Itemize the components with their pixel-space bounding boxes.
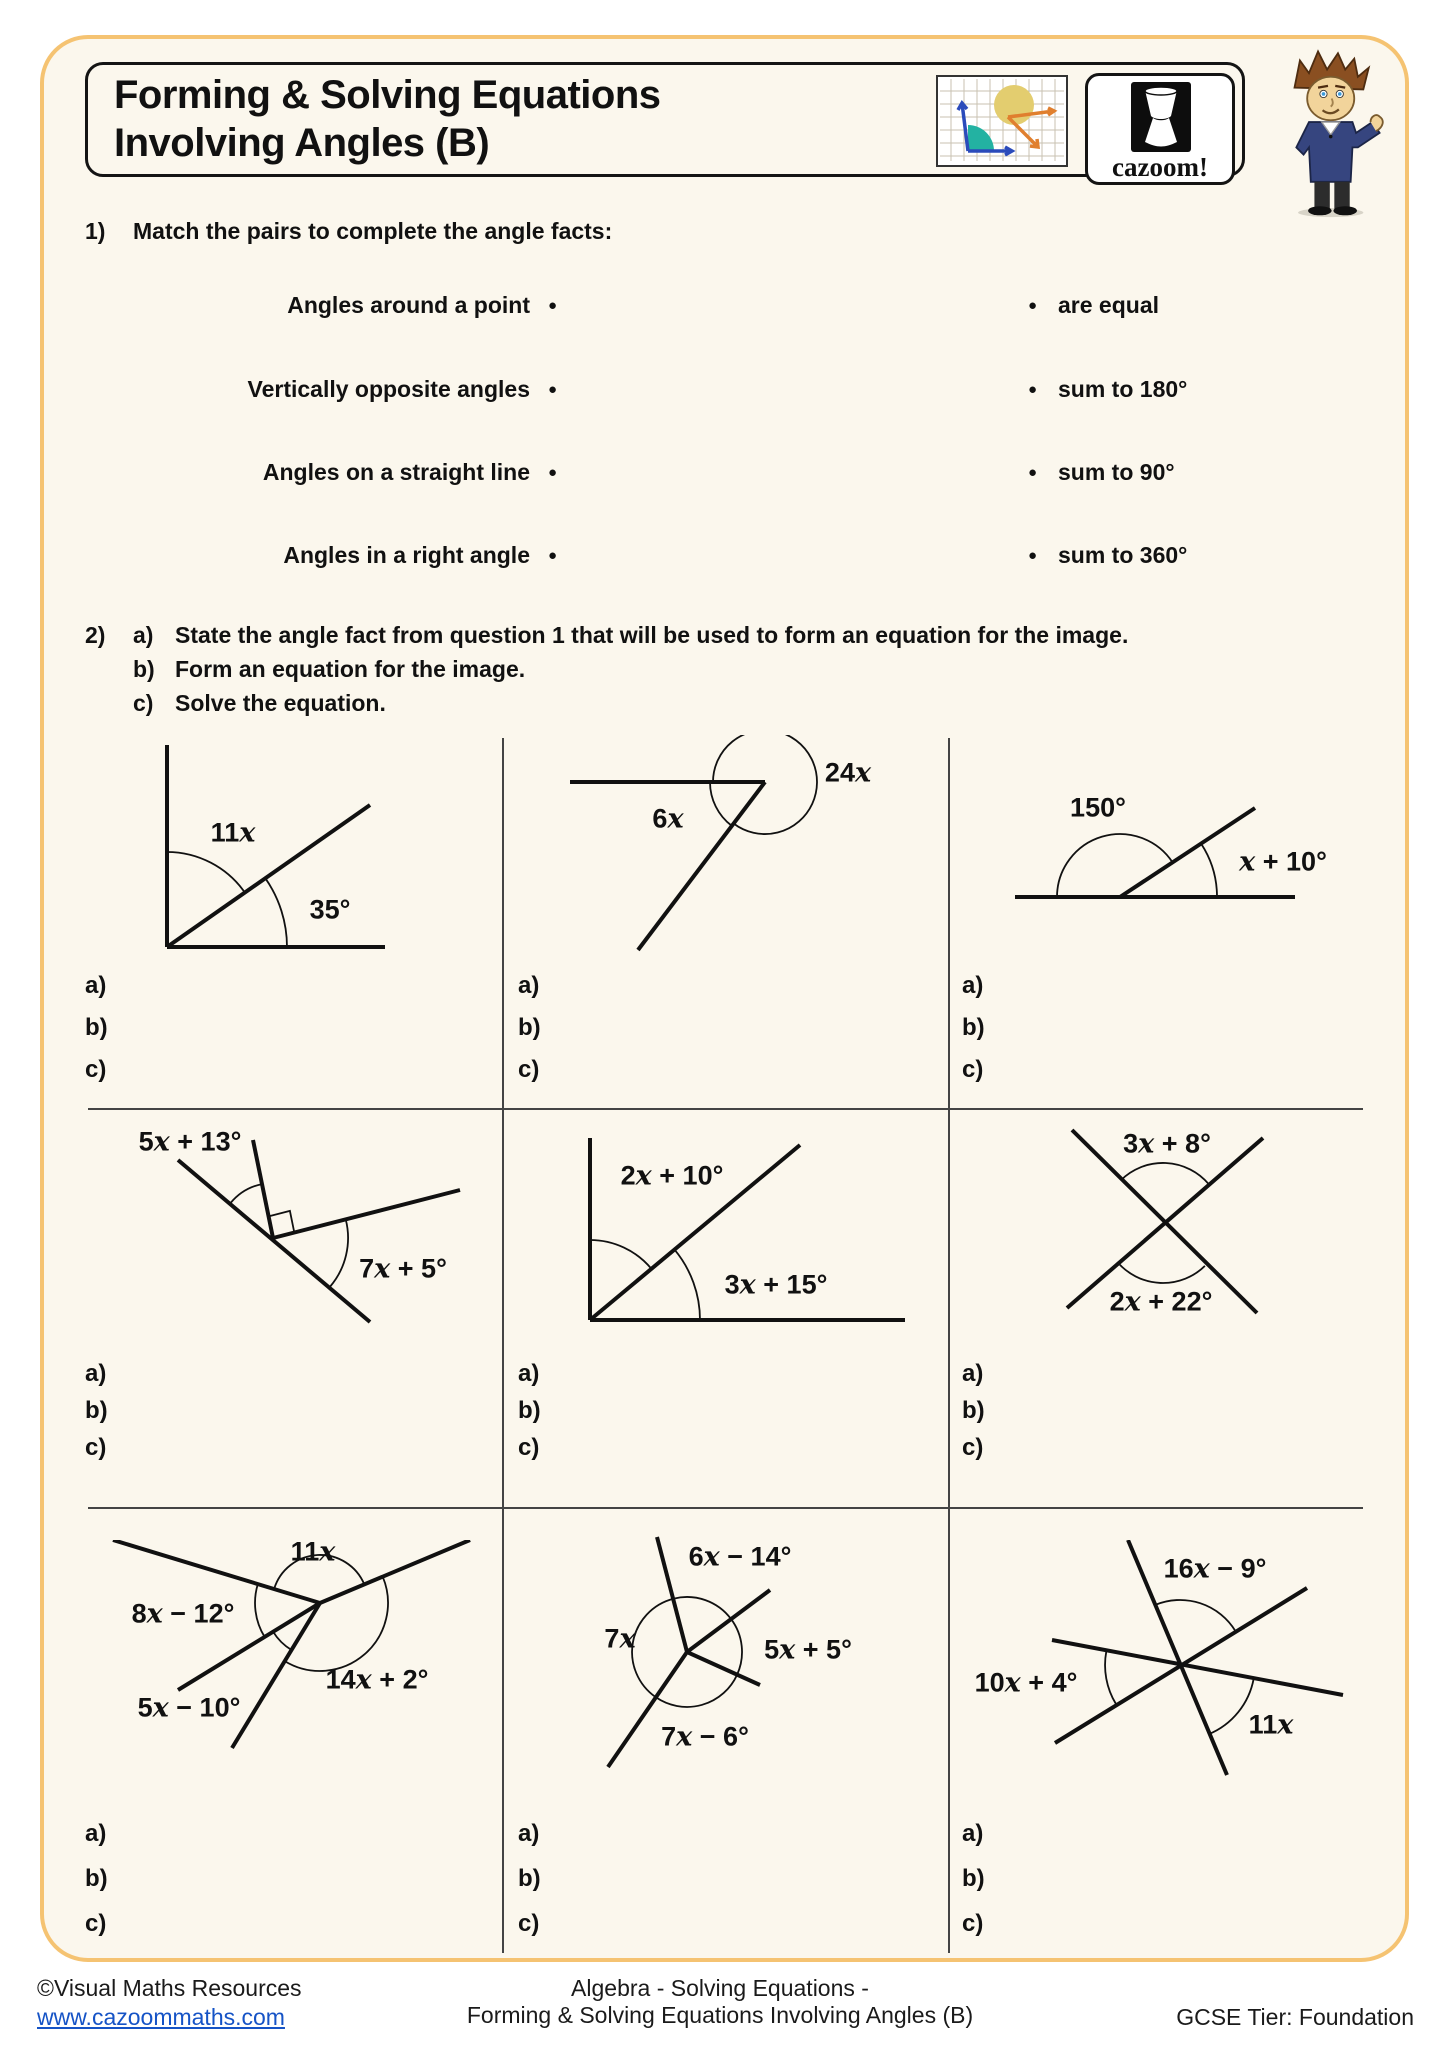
angle-arc-left	[231, 1184, 263, 1203]
match-right-1: sum to 180°	[1058, 376, 1188, 402]
part-label-a: a)	[85, 972, 107, 999]
answer-parts-cell-9	[962, 1820, 985, 1955]
match-dot-left-1: ●	[548, 381, 558, 398]
angle-label: 5x − 10°	[137, 1692, 241, 1724]
angle-diagram-1-svg	[85, 735, 500, 985]
line-shallow	[1052, 1640, 1343, 1695]
ray-up	[657, 1537, 687, 1652]
footer-copyright: ©Visual Maths Resources	[37, 1975, 302, 2001]
ray-upleft	[113, 1540, 320, 1603]
part-label-c: c)	[518, 1434, 540, 1461]
footer-topic-line2: Forming & Solving Equations Involving Angles (B)	[466, 2002, 974, 2028]
cazoom-logo-text: cazoom!	[1112, 152, 1208, 182]
page-title-line2: Involving Angles (B)	[114, 121, 490, 165]
angle-diagram-9	[945, 1540, 1410, 1850]
part-label-c: c)	[962, 1910, 984, 1937]
part-label-b: b)	[518, 1397, 541, 1424]
angle-label: 7x + 5°	[359, 1253, 447, 1285]
angle-arc-right	[285, 1577, 388, 1671]
part-label-c: c)	[518, 1910, 540, 1937]
q2-part-b-text: Form an equation for the image.	[175, 656, 526, 682]
part-label-b: b)	[518, 1865, 541, 1892]
angle-diagram-8	[500, 1535, 945, 1845]
part-label-b: b)	[85, 1014, 108, 1041]
angle-label: 150°	[1070, 792, 1126, 823]
answer-parts-cell-7	[85, 1820, 108, 1955]
angle-diagram-5	[500, 1128, 945, 1373]
match-dot-right-1: ●	[1028, 381, 1038, 398]
angle-arc-right	[1201, 844, 1217, 897]
match-left-3: Angles in a right angle	[283, 542, 530, 568]
angle-label: 5x + 5°	[764, 1634, 852, 1666]
angle-label: 5x + 13°	[138, 1126, 242, 1158]
ray-diagonal	[1120, 808, 1255, 897]
line-diagonal	[178, 1160, 370, 1322]
angle-label: 2x + 10°	[620, 1160, 724, 1192]
angle-diagram-8-svg	[500, 1535, 945, 1845]
right-leg	[1334, 182, 1349, 209]
part-label-a: a)	[518, 1820, 540, 1847]
ray-diagonal	[167, 805, 370, 947]
match-dot-left-2: ●	[548, 464, 558, 481]
angle-arc-lowerleft	[273, 1632, 291, 1650]
angle-arc-right	[731, 1619, 742, 1675]
right-pupil	[1338, 92, 1342, 96]
angle-diagram-1	[85, 735, 500, 985]
button	[1329, 135, 1333, 139]
angle-label: 24x	[824, 757, 872, 789]
match-dot-left-3: ●	[548, 547, 558, 564]
angle-label: 3x + 8°	[1123, 1128, 1211, 1160]
footer-tier: GCSE Tier: Foundation	[1176, 2004, 1414, 2030]
angle-label: 11x	[210, 817, 256, 849]
angle-label: 11x	[1248, 1709, 1294, 1741]
drum-skin	[1145, 87, 1177, 95]
q2-part-c-text: Solve the equation.	[175, 690, 386, 716]
sweater	[1296, 122, 1379, 182]
angle-diagram-4-svg	[85, 1128, 500, 1373]
part-label-a: a)	[962, 1360, 984, 1387]
part-label-b: b)	[962, 1014, 985, 1041]
part-label-c: c)	[85, 1434, 107, 1461]
angle-arc-left	[255, 1584, 265, 1637]
angle-arc-upper	[167, 852, 245, 893]
angle-arc-left	[1105, 1651, 1116, 1704]
angle-arc-lower	[265, 878, 287, 947]
part-label-a: a)	[962, 972, 984, 999]
ray-downleft-steep	[232, 1603, 320, 1748]
match-left-2: Angles on a straight line	[262, 459, 530, 485]
angle-arc-top	[1121, 1163, 1209, 1184]
yellow-circle	[994, 85, 1034, 125]
angle-label: 11x	[290, 1536, 336, 1568]
page-title	[114, 71, 661, 167]
match-right-2: sum to 90°	[1058, 459, 1175, 485]
part-label-b: b)	[85, 1397, 108, 1424]
angle-arc-bottom	[1117, 1262, 1205, 1283]
angles-graph-icon	[936, 75, 1068, 167]
part-label-c: c)	[962, 1056, 984, 1083]
angle-arc-lower	[675, 1250, 701, 1320]
match-dot-right-3: ●	[1028, 547, 1038, 564]
angle-label: 3x + 15°	[724, 1269, 828, 1301]
part-label-b: b)	[962, 1397, 985, 1424]
cazoom-logo	[1085, 73, 1235, 185]
angle-arc-bottomright	[1209, 1679, 1254, 1735]
answer-parts-cell-6	[962, 1360, 985, 1471]
match-dot-right-2: ●	[1028, 464, 1038, 481]
q1-prompt: Match the pairs to complete the angle facts:	[133, 218, 613, 244]
angle-arc-top	[1155, 1600, 1236, 1631]
angle-diagram-6	[945, 1128, 1410, 1373]
q1-number: 1)	[85, 218, 106, 244]
angle-diagram-4	[85, 1128, 500, 1373]
part-label-a: a)	[85, 1820, 107, 1847]
part-label-b: b)	[962, 1865, 985, 1892]
ray-upright	[273, 1190, 460, 1238]
part-label-c: c)	[85, 1910, 107, 1937]
match-right-3: sum to 360°	[1058, 542, 1188, 568]
angle-label: x + 10°	[1239, 846, 1327, 878]
angle-arc-small	[710, 782, 732, 826]
match-left-1: Vertically opposite angles	[247, 376, 530, 402]
q2-part-b-label: b)	[133, 656, 155, 682]
angle-diagram-2	[500, 735, 945, 985]
page-title-line1: Forming & Solving Equations	[114, 73, 661, 117]
angle-arc-left	[1057, 834, 1173, 897]
angle-arc-right	[330, 1219, 348, 1287]
answer-parts-cell-5	[518, 1360, 541, 1471]
angle-arc-upper	[590, 1240, 651, 1269]
footer-topic-line1: Algebra - Solving Equations -	[571, 1975, 869, 2001]
angle-label: 14x + 2°	[325, 1664, 429, 1696]
angle-arc-top	[673, 1597, 731, 1619]
angle-label: 7x − 6°	[661, 1721, 749, 1753]
part-label-c: c)	[518, 1056, 540, 1083]
match-right-0: are equal	[1058, 292, 1159, 318]
match-left-0: Angles around a point	[287, 292, 530, 318]
left-shoe	[1308, 206, 1332, 215]
part-label-a: a)	[85, 1360, 107, 1387]
drum-icon	[1131, 82, 1191, 152]
footer-center	[370, 1975, 1070, 2029]
angle-label: 6x − 14°	[688, 1541, 792, 1573]
answer-parts-cell-4	[85, 1360, 108, 1471]
angle-diagram-2-svg	[500, 735, 945, 985]
footer-website-link[interactable]: www.cazoommaths.com	[37, 2004, 285, 2030]
part-label-b: b)	[85, 1865, 108, 1892]
answer-parts-cell-8	[518, 1820, 541, 1955]
match-dot-right-0: ●	[1028, 297, 1038, 314]
right-shoe	[1333, 206, 1357, 215]
part-label-c: c)	[962, 1434, 984, 1461]
angle-label: 10x + 4°	[974, 1667, 1078, 1699]
mascot-character	[1242, 46, 1414, 218]
grid-divider-horizontal-2	[88, 1507, 1363, 1509]
grid-divider-horizontal-1	[88, 1108, 1363, 1110]
angle-diagram-3-svg	[945, 735, 1410, 985]
angle-label: 6x	[652, 803, 684, 835]
left-pupil	[1322, 92, 1326, 96]
angle-label: 16x − 9°	[1163, 1553, 1267, 1585]
angle-label: 7x	[604, 1623, 636, 1655]
angle-label: 35°	[309, 894, 351, 925]
part-label-a: a)	[962, 1820, 984, 1847]
angle-diagram-7	[85, 1536, 500, 1850]
title-box	[85, 62, 1245, 182]
angle-label: 8x − 12°	[131, 1598, 235, 1630]
ray-upright	[320, 1540, 470, 1603]
angle-diagram-6-svg	[945, 1128, 1410, 1373]
q2-part-a-text: State the angle fact from question 1 that will be used to form an equation for the image.	[175, 622, 1129, 648]
angles-graph-svg	[938, 77, 1066, 163]
answer-parts-cell-1	[85, 972, 108, 1098]
angle-label: 2x + 22°	[1109, 1286, 1213, 1318]
ray-downright	[687, 1652, 760, 1685]
part-label-b: b)	[518, 1014, 541, 1041]
q2-part-c-label: c)	[133, 690, 154, 716]
left-leg	[1314, 182, 1329, 209]
q2-part-a-label: a)	[133, 622, 154, 648]
match-dot-left-0: ●	[548, 297, 558, 314]
part-label-a: a)	[518, 1360, 540, 1387]
part-label-a: a)	[518, 972, 540, 999]
angle-diagram-3	[945, 735, 1410, 985]
part-label-c: c)	[85, 1056, 107, 1083]
answer-parts-cell-3	[962, 972, 985, 1098]
answer-parts-cell-2	[518, 972, 541, 1098]
q2-number: 2)	[85, 622, 106, 648]
